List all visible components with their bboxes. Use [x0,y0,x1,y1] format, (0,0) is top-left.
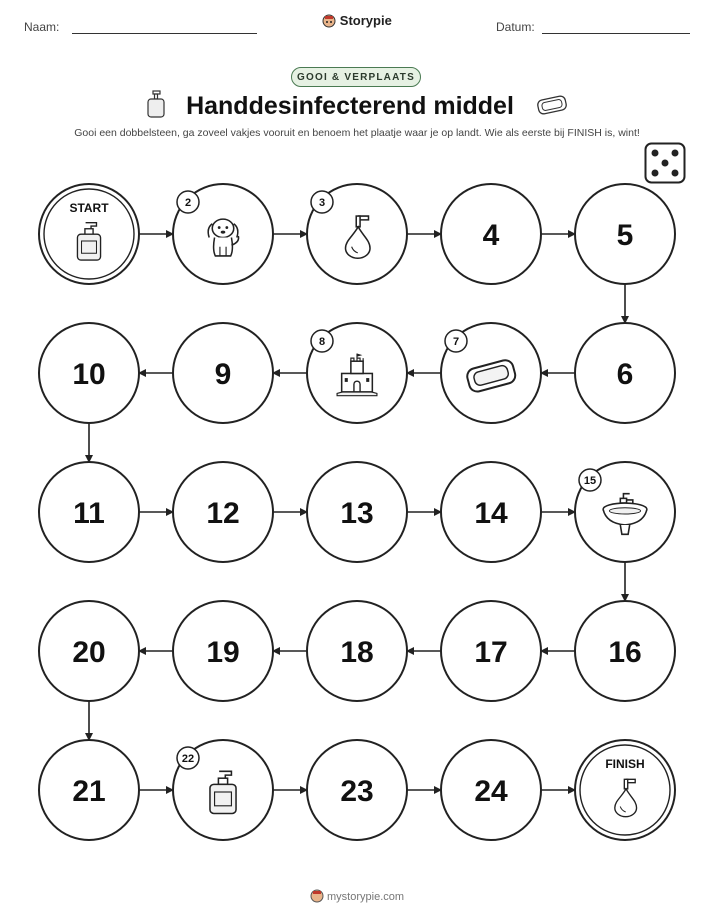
board-space-7[interactable] [441,323,541,423]
space-number: 11 [73,497,105,530]
board-space-12[interactable] [173,462,273,562]
board-space-22[interactable] [173,740,273,840]
start-label: START [69,201,109,215]
footer [0,889,714,906]
board-space-17[interactable] [441,601,541,701]
space-number: 18 [340,636,374,669]
board-space-5[interactable] [575,184,675,284]
board-space-10[interactable] [39,323,139,423]
space-number: 3 [318,197,326,209]
space-number: 19 [206,636,240,669]
space-number: 23 [340,775,374,808]
board-space-11[interactable] [39,462,139,562]
space-number: 12 [206,497,240,530]
space-number: 2 [184,197,192,209]
space-number: 6 [616,358,634,391]
space-number: 24 [474,775,508,808]
board-space-20[interactable] [39,601,139,701]
space-number: 20 [72,636,106,669]
space-number: 8 [318,336,326,348]
board-space-14[interactable] [441,462,541,562]
name-label: Naam: [24,20,60,34]
space-number: 15 [583,475,597,487]
board-space-23[interactable] [307,740,407,840]
board-space-19[interactable] [173,601,273,701]
date-label: Datum: [496,20,535,34]
finish-space[interactable] [575,740,675,840]
board-space-15[interactable] [575,462,675,562]
instructions: Gooi een dobbelsteen, ga zoveel vakjes vooruit en benoem het plaatje waar je op landt. Wie als eerste bij FINISH is, wint! [74,127,640,139]
title-text: Handdesinfecterend middel [186,92,514,120]
board-space-6[interactable] [575,323,675,423]
board-space-2[interactable] [173,184,273,284]
activity-badge: GOOI & VERPLAATS [291,67,421,87]
board-space-9[interactable] [173,323,273,423]
space-number: 14 [474,497,508,530]
board-space-3[interactable] [307,184,407,284]
space-number: 7 [452,336,460,348]
space-number: 22 [181,753,195,765]
space-number: 21 [72,775,106,808]
space-number: 10 [72,358,106,391]
brand-name: Storypie [339,13,392,28]
board-space-21[interactable] [39,740,139,840]
start-space[interactable] [39,184,139,284]
board-space-8[interactable] [307,323,407,423]
space-number: 13 [340,497,374,530]
board-space-18[interactable] [307,601,407,701]
footer-mascot-icon [310,889,324,906]
space-number: 5 [616,219,634,252]
space-number: 16 [608,636,642,669]
board-space-13[interactable] [307,462,407,562]
board-space-16[interactable] [575,601,675,701]
finish-label: FINISH [605,757,645,771]
board-space-24[interactable] [441,740,541,840]
space-number: 9 [214,358,232,391]
space-number: 17 [474,636,508,669]
board-space-4[interactable] [441,184,541,284]
space-number: 4 [482,219,500,252]
footer-url[interactable]: mystorypie.com [327,891,405,903]
